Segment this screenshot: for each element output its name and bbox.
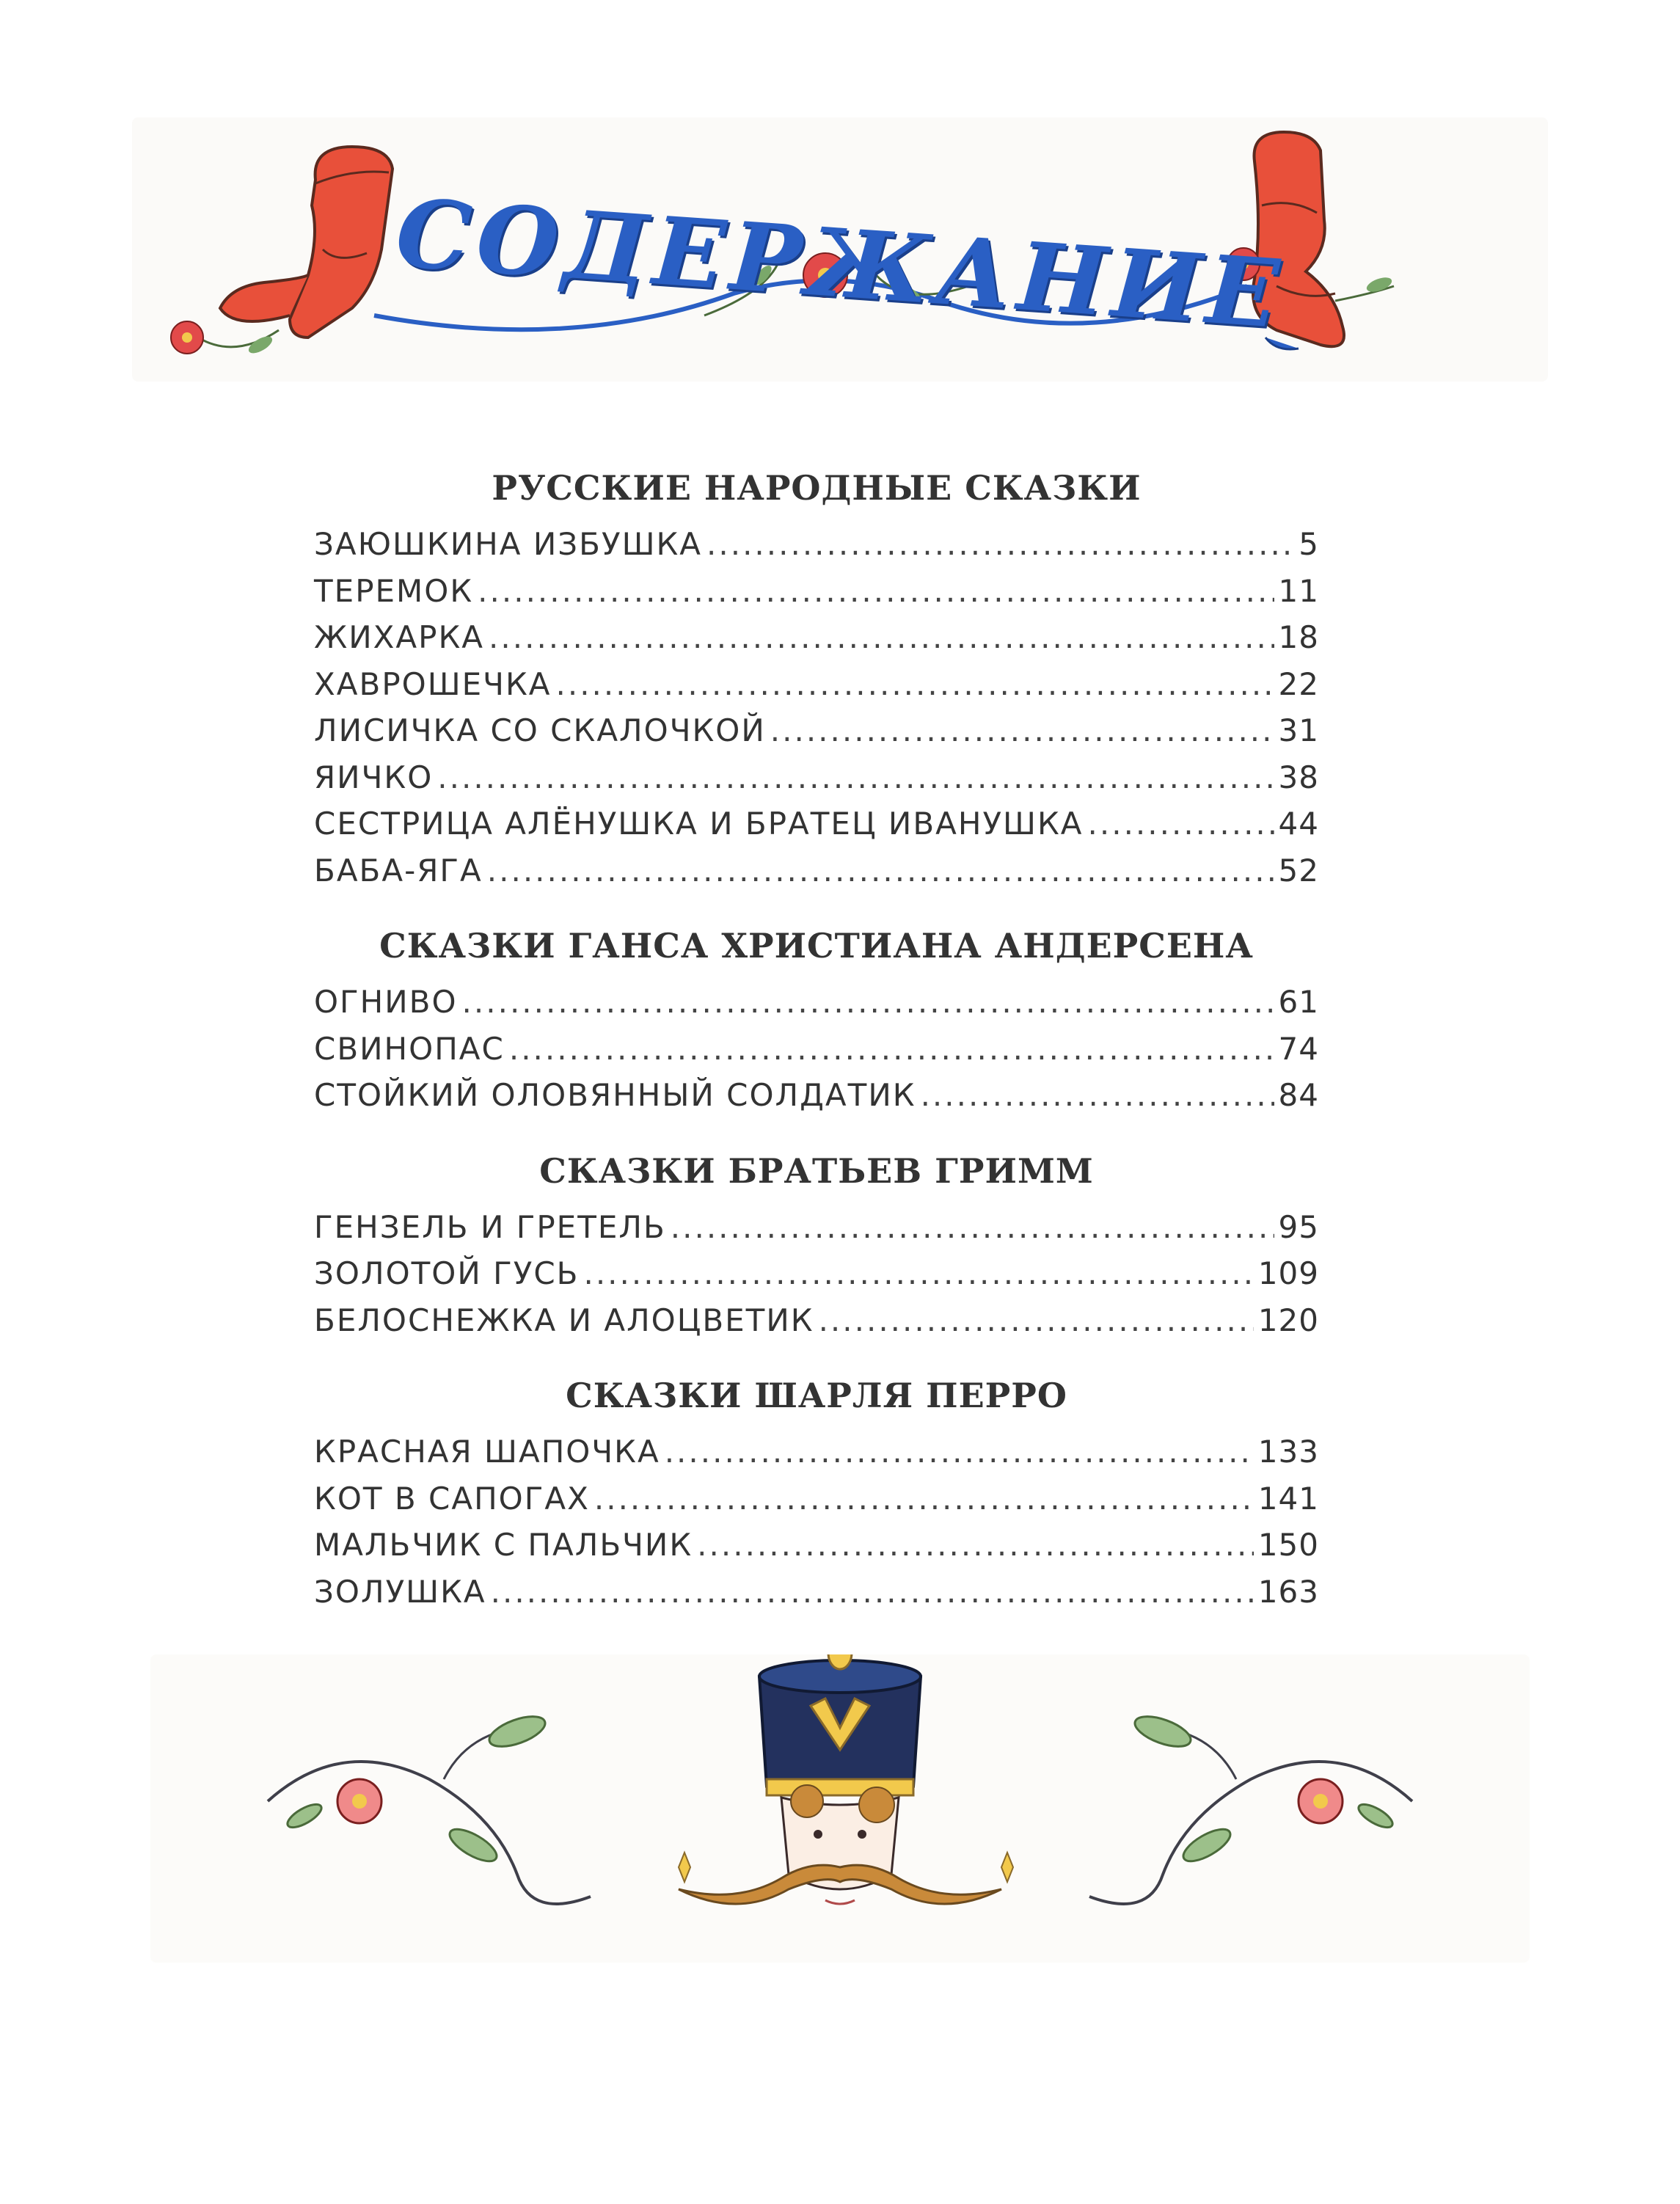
entry-title: СТОЙКИЙ ОЛОВЯННЫЙ СОЛДАТИК <box>314 1077 916 1113</box>
entry-title: ЗОЛОТОЙ ГУСЬ <box>314 1255 580 1291</box>
toc-entry[interactable] <box>314 614 1319 661</box>
entry-title: МАЛЬЧИК С ПАЛЬЧИК <box>314 1527 693 1563</box>
entry-list <box>314 1204 1319 1344</box>
toc-entry[interactable] <box>314 1475 1319 1522</box>
flower-icon <box>171 321 203 354</box>
section-heading: СКАЗКИ ШАРЛЯ ПЕРРО <box>566 1376 1067 1415</box>
toc-entry[interactable] <box>314 568 1319 615</box>
entry-page: 38 <box>1278 759 1319 795</box>
toc-entry[interactable] <box>314 521 1319 568</box>
table-of-contents <box>314 455 1319 1634</box>
entry-page: 61 <box>1278 984 1319 1020</box>
dot-leader <box>1088 800 1274 847</box>
entry-title: СЕСТРИЦА АЛЁНУШКА И БРАТЕЦ ИВАНУШКА <box>314 806 1084 842</box>
entry-title: СВИНОПАС <box>314 1030 505 1067</box>
entry-page: 18 <box>1278 619 1319 655</box>
section-perrault-tales <box>314 1362 1319 1615</box>
toc-entry[interactable] <box>314 1072 1319 1119</box>
title-banner <box>132 117 1548 382</box>
entry-title: ТЕРЕМОК <box>314 572 474 609</box>
flower-icon <box>337 1779 381 1823</box>
entry-page: 120 <box>1257 1302 1319 1338</box>
soldier-face-icon <box>679 1785 1001 1904</box>
entry-page: 141 <box>1257 1480 1319 1517</box>
dot-leader <box>671 1204 1274 1251</box>
dot-leader <box>594 1475 1254 1522</box>
bottom-ornament <box>150 1654 1530 1963</box>
entry-title: ОГНИВО <box>314 984 458 1020</box>
entry-list <box>314 521 1319 894</box>
entry-title: БАБА-ЯГА <box>314 852 483 888</box>
dot-leader <box>770 707 1274 754</box>
dot-leader <box>487 847 1274 894</box>
section-heading: СКАЗКИ ГАНСА ХРИСТИАНА АНДЕРСЕНА <box>379 926 1254 966</box>
entry-page: 95 <box>1278 1208 1319 1245</box>
entry-page: 74 <box>1278 1030 1319 1067</box>
dot-leader <box>921 1072 1274 1119</box>
section-grimm-tales <box>314 1138 1319 1344</box>
toc-entry[interactable] <box>314 1428 1319 1475</box>
section-andersen-tales <box>314 913 1319 1119</box>
dot-leader <box>706 521 1294 568</box>
toc-entry[interactable] <box>314 847 1319 894</box>
dot-leader <box>437 754 1274 801</box>
entry-title: ЯИЧКО <box>314 759 434 795</box>
section-heading: РУССКИЕ НАРОДНЫЕ СКАЗКИ <box>492 468 1142 508</box>
dot-leader <box>489 614 1274 661</box>
entry-title: ЖИХАРКА <box>314 619 485 655</box>
dot-leader <box>556 661 1274 708</box>
toc-entry[interactable] <box>314 1569 1319 1616</box>
dot-leader <box>462 979 1274 1026</box>
entry-page: 5 <box>1299 526 1319 562</box>
entry-page: 52 <box>1278 852 1319 888</box>
dot-leader <box>583 1250 1253 1297</box>
entry-page: 22 <box>1278 665 1319 702</box>
entry-page: 11 <box>1278 572 1319 609</box>
toc-entry[interactable] <box>314 661 1319 708</box>
dot-leader <box>697 1522 1254 1569</box>
entry-page: 163 <box>1257 1573 1319 1610</box>
dot-leader <box>665 1428 1254 1475</box>
entry-title: КРАСНАЯ ШАПОЧКА <box>314 1434 660 1470</box>
entry-title: ЗАЮШКИНА ИЗБУШКА <box>314 526 703 562</box>
entry-title: КОТ В САПОГАХ <box>314 1480 590 1517</box>
toc-entry[interactable] <box>314 1204 1319 1251</box>
toc-entry[interactable] <box>314 707 1319 754</box>
entry-title: ХАВРОШЕЧКА <box>314 665 552 702</box>
flower-icon <box>1299 1779 1343 1823</box>
entry-title: ЛИСИЧКА СО СКАЛОЧКОЙ <box>314 712 766 748</box>
toc-entry[interactable] <box>314 754 1319 801</box>
toc-entry[interactable] <box>314 1250 1319 1297</box>
entry-page: 109 <box>1257 1255 1319 1291</box>
dot-leader <box>509 1026 1274 1073</box>
page-title-text: СОДЕРЖАНИЕ <box>392 178 1288 351</box>
toc-entry[interactable] <box>314 800 1319 847</box>
section-russian-tales <box>314 455 1319 894</box>
left-scroll-icon <box>220 147 392 337</box>
toc-entry[interactable] <box>314 1522 1319 1569</box>
entry-list <box>314 979 1319 1119</box>
dot-leader <box>491 1569 1254 1616</box>
tin-soldier-icon <box>150 1654 1530 1963</box>
toc-entry[interactable] <box>314 979 1319 1026</box>
page-title <box>392 178 1288 351</box>
soldier-hat-icon <box>759 1654 921 1795</box>
entry-page: 150 <box>1257 1527 1319 1563</box>
entry-title: ЗОЛУШКА <box>314 1573 486 1610</box>
toc-entry[interactable] <box>314 1297 1319 1344</box>
entry-page: 133 <box>1257 1434 1319 1470</box>
entry-page: 84 <box>1278 1077 1319 1113</box>
entry-title: БЕЛОСНЕЖКА И АЛОЦВЕТИК <box>314 1302 814 1338</box>
entry-page: 31 <box>1278 712 1319 748</box>
toc-entry[interactable] <box>314 1026 1319 1073</box>
entry-page: 44 <box>1278 806 1319 842</box>
entry-title: ГЕНЗЕЛЬ И ГРЕТЕЛЬ <box>314 1208 666 1245</box>
entry-list <box>314 1428 1319 1615</box>
dot-leader <box>478 568 1274 615</box>
section-heading: СКАЗКИ БРАТЬЕВ ГРИММ <box>539 1150 1094 1191</box>
dot-leader <box>819 1297 1254 1344</box>
